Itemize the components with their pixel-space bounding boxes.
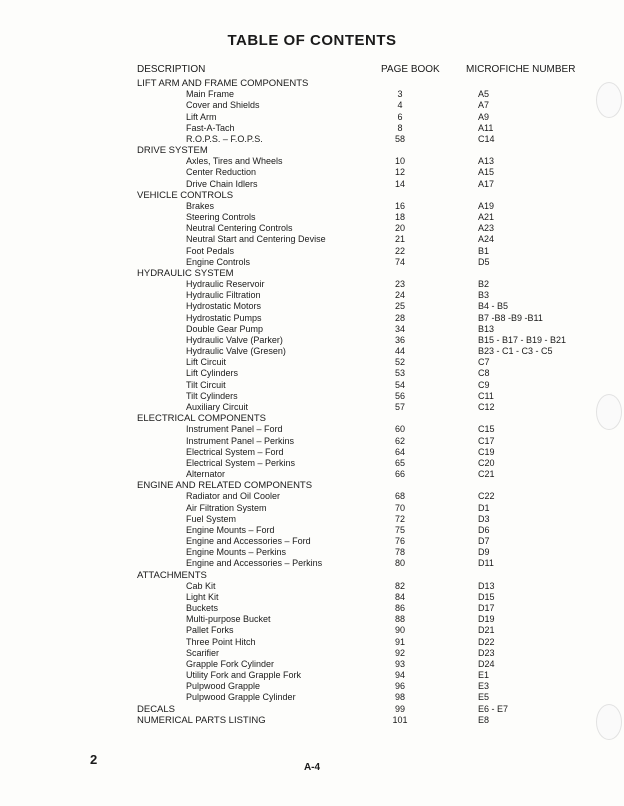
row-page: 6 <box>397 111 403 122</box>
row-microfiche: B2 <box>478 279 490 290</box>
row-page: 99 <box>394 703 405 714</box>
row-microfiche: B23 - C1 - C3 - C5 <box>478 346 553 357</box>
row-description: ELECTRICAL COMPONENTS <box>137 413 266 425</box>
row-page: 82 <box>394 580 405 591</box>
row-page: 52 <box>394 357 405 368</box>
item-row <box>0 313 624 324</box>
row-description: Hydraulic Valve (Gresen) <box>186 346 286 357</box>
row-description: Multi-purpose Bucket <box>186 614 271 625</box>
row-microfiche: D13 <box>478 580 495 591</box>
page-book-header: PAGE BOOK <box>381 64 440 75</box>
row-microfiche: A13 <box>478 156 495 167</box>
row-description: Tilt Cylinders <box>186 390 238 401</box>
row-microfiche: B7 -B8 -B9 -B11 <box>478 312 543 323</box>
item-row <box>0 670 624 681</box>
row-microfiche: A11 <box>478 122 494 133</box>
row-page: 64 <box>394 446 405 457</box>
row-page: 91 <box>394 636 405 647</box>
contents-list <box>0 78 624 726</box>
item-row <box>0 614 624 625</box>
row-page: 68 <box>394 491 405 502</box>
row-description: Cover and Shields <box>186 100 260 111</box>
item-row <box>0 637 624 648</box>
row-description: Pulpwood Grapple Cylinder <box>186 692 296 703</box>
row-page: 44 <box>394 346 405 357</box>
row-description: Scarifier <box>186 647 220 658</box>
row-page: 23 <box>394 279 405 290</box>
row-microfiche: A24 <box>478 234 495 245</box>
row-page: 76 <box>394 536 405 547</box>
item-row <box>0 335 624 346</box>
item-row <box>0 536 624 547</box>
item-row <box>0 357 624 368</box>
row-page: 96 <box>394 681 405 692</box>
item-row <box>0 290 624 301</box>
row-page: 72 <box>394 513 405 524</box>
row-description: ENGINE AND RELATED COMPONENTS <box>137 480 313 492</box>
item-row <box>0 558 624 569</box>
row-description: Double Gear Pump <box>186 323 264 334</box>
row-description: Pulpwood Grapple <box>186 681 261 692</box>
row-microfiche: A5 <box>478 89 490 100</box>
item-row <box>0 603 624 614</box>
row-page: 12 <box>394 167 405 178</box>
item-row <box>0 491 624 502</box>
row-description: Tilt Circuit <box>186 379 226 390</box>
row-description: Air Filtration System <box>186 502 267 513</box>
row-description: Lift Circuit <box>186 357 227 368</box>
item-row <box>0 179 624 190</box>
row-description: Engine Mounts – Ford <box>186 524 275 535</box>
row-page: 22 <box>394 245 405 256</box>
row-microfiche: E3 <box>478 681 490 692</box>
section-row <box>0 78 624 89</box>
item-row <box>0 279 624 290</box>
item-row <box>0 201 624 212</box>
row-description: Hydrostatic Pumps <box>186 312 262 323</box>
row-description: ATTACHMENTS <box>137 569 207 581</box>
item-row <box>0 525 624 536</box>
row-microfiche: D15 <box>478 591 495 602</box>
binder-hole <box>596 82 622 118</box>
item-row <box>0 447 624 458</box>
row-page: 21 <box>394 234 405 245</box>
row-description: Hydraulic Reservoir <box>186 279 265 290</box>
row-page: 56 <box>394 390 405 401</box>
item-row <box>0 681 624 692</box>
row-page: 70 <box>394 502 405 513</box>
row-microfiche: C15 <box>478 424 495 435</box>
row-page: 90 <box>394 625 405 636</box>
row-description: Drive Chain Idlers <box>186 178 258 189</box>
row-description: Alternator <box>186 469 226 480</box>
row-microfiche: C8 <box>478 368 490 379</box>
description-header: DESCRIPTION <box>137 64 206 75</box>
item-row <box>0 134 624 145</box>
item-row <box>0 368 624 379</box>
row-microfiche: B15 - B17 - B19 - B21 <box>478 334 567 345</box>
row-description: Cab Kit <box>186 580 216 591</box>
row-page: 3 <box>397 89 403 100</box>
row-description: Main Frame <box>186 89 235 100</box>
item-row <box>0 100 624 111</box>
row-microfiche: B4 - B5 <box>478 301 509 312</box>
row-description: Hydraulic Filtration <box>186 290 261 301</box>
row-microfiche: D5 <box>478 256 490 267</box>
row-description: Lift Arm <box>186 111 217 122</box>
row-page: 28 <box>394 312 405 323</box>
row-page: 8 <box>397 122 403 133</box>
row-page: 16 <box>394 200 405 211</box>
item-row <box>0 424 624 435</box>
row-page: 94 <box>394 670 405 681</box>
row-description: Radiator and Oil Cooler <box>186 491 281 502</box>
row-description: DECALS <box>137 703 176 715</box>
item-row <box>0 380 624 391</box>
binder-hole <box>596 704 622 740</box>
row-description: Electrical System – Perkins <box>186 457 296 468</box>
row-microfiche: D22 <box>478 636 495 647</box>
row-microfiche: D3 <box>478 513 490 524</box>
row-page: 86 <box>394 603 405 614</box>
footer-code: A-4 <box>303 762 321 773</box>
row-microfiche: D21 <box>478 625 495 636</box>
row-description: Hydraulic Valve (Parker) <box>186 334 283 345</box>
row-microfiche: C19 <box>478 446 495 457</box>
item-row <box>0 402 624 413</box>
item-row <box>0 514 624 525</box>
row-page: 78 <box>394 547 405 558</box>
row-page: 57 <box>394 401 405 412</box>
row-description: Engine Mounts – Perkins <box>186 547 287 558</box>
row-microfiche: C22 <box>478 491 495 502</box>
row-description: Instrument Panel – Perkins <box>186 435 295 446</box>
row-microfiche: D6 <box>478 524 490 535</box>
row-page: 58 <box>394 133 405 144</box>
item-row <box>0 436 624 447</box>
row-description: Engine Controls <box>186 256 251 267</box>
row-description: Utility Fork and Grapple Fork <box>186 670 302 681</box>
item-row <box>0 547 624 558</box>
row-description: Light Kit <box>186 591 219 602</box>
row-description: Engine and Accessories – Perkins <box>186 558 323 569</box>
row-page: 66 <box>394 469 405 480</box>
item-row <box>0 223 624 234</box>
row-page: 60 <box>394 424 405 435</box>
item-row <box>0 89 624 100</box>
item-row <box>0 123 624 134</box>
item-row <box>0 234 624 245</box>
row-page: 54 <box>394 379 405 390</box>
row-description: Instrument Panel – Ford <box>186 424 283 435</box>
row-description: Lift Cylinders <box>186 368 239 379</box>
row-description: Hydrostatic Motors <box>186 301 262 312</box>
row-description: Pallet Forks <box>186 625 234 636</box>
row-description: Three Point Hitch <box>186 636 256 647</box>
section-row <box>0 190 624 201</box>
row-page: 88 <box>394 614 405 625</box>
row-description: HYDRAULIC SYSTEM <box>137 267 234 279</box>
row-page: 80 <box>394 558 405 569</box>
row-page: 14 <box>394 178 405 189</box>
item-row <box>0 391 624 402</box>
row-microfiche: E1 <box>478 670 490 681</box>
row-description: Auxiliary Circuit <box>186 401 249 412</box>
row-page: 53 <box>394 368 405 379</box>
row-microfiche: A7 <box>478 100 490 111</box>
section-row <box>0 145 624 156</box>
row-description: Electrical System – Ford <box>186 446 284 457</box>
row-page: 75 <box>394 524 405 535</box>
item-row <box>0 625 624 636</box>
row-microfiche: E5 <box>478 692 490 703</box>
section-row <box>0 570 624 581</box>
item-row <box>0 324 624 335</box>
row-microfiche: C14 <box>478 133 495 144</box>
row-microfiche: C17 <box>478 435 495 446</box>
item-row <box>0 346 624 357</box>
row-description: Axles, Tires and Wheels <box>186 156 283 167</box>
row-microfiche: C7 <box>478 357 490 368</box>
row-page: 98 <box>394 692 405 703</box>
row-microfiche: C9 <box>478 379 490 390</box>
row-microfiche: B3 <box>478 290 490 301</box>
row-microfiche: D24 <box>478 658 495 669</box>
row-microfiche: A9 <box>478 111 490 122</box>
row-description: R.O.P.S. – F.O.P.S. <box>186 133 263 144</box>
row-description: DRIVE SYSTEM <box>137 145 208 157</box>
row-page: 25 <box>394 301 405 312</box>
row-page: 18 <box>394 212 405 223</box>
page-title: TABLE OF CONTENTS <box>227 32 397 49</box>
section-row <box>0 704 624 715</box>
microfiche-header: MICROFICHE NUMBER <box>466 64 576 75</box>
item-row <box>0 503 624 514</box>
item-row <box>0 212 624 223</box>
binder-hole <box>596 394 622 430</box>
row-microfiche: D9 <box>478 547 490 558</box>
item-row <box>0 581 624 592</box>
item-row <box>0 112 624 123</box>
row-microfiche: C11 <box>478 390 494 401</box>
row-description: Fast-A-Tach <box>186 122 235 133</box>
row-description: NUMERICAL PARTS LISTING <box>137 714 266 726</box>
row-microfiche: E6 - E7 <box>478 703 509 714</box>
row-page: 92 <box>394 647 405 658</box>
row-page: 36 <box>394 334 405 345</box>
row-microfiche: C20 <box>478 457 495 468</box>
row-description: Neutral Start and Centering Devise <box>186 234 326 245</box>
page-number: 2 <box>90 752 98 767</box>
row-microfiche: E8 <box>478 714 490 725</box>
row-page: 84 <box>394 591 405 602</box>
section-row <box>0 413 624 424</box>
item-row <box>0 257 624 268</box>
row-microfiche: C21 <box>478 469 495 480</box>
item-row <box>0 592 624 603</box>
row-page: 4 <box>397 100 403 111</box>
row-microfiche: D19 <box>478 614 495 625</box>
row-microfiche: D1 <box>478 502 490 513</box>
row-microfiche: A15 <box>478 167 495 178</box>
row-page: 101 <box>392 714 408 725</box>
row-microfiche: A17 <box>478 178 495 189</box>
row-description: LIFT ARM AND FRAME COMPONENTS <box>137 78 309 89</box>
item-row <box>0 458 624 469</box>
row-microfiche: A23 <box>478 223 495 234</box>
row-description: Grapple Fork Cylinder <box>186 658 275 669</box>
item-row <box>0 659 624 670</box>
row-microfiche: D17 <box>478 603 495 614</box>
row-page: 24 <box>394 290 405 301</box>
section-row <box>0 480 624 491</box>
row-microfiche: C12 <box>478 401 495 412</box>
row-microfiche: B1 <box>478 245 490 256</box>
section-row <box>0 268 624 279</box>
section-row <box>0 715 624 726</box>
row-description: Buckets <box>186 603 219 614</box>
row-page: 74 <box>394 256 405 267</box>
row-page: 65 <box>394 457 405 468</box>
item-row <box>0 692 624 703</box>
row-page: 34 <box>394 323 405 334</box>
row-microfiche: B13 <box>478 323 495 334</box>
item-row <box>0 156 624 167</box>
row-description: Neutral Centering Controls <box>186 223 293 234</box>
item-row <box>0 648 624 659</box>
row-microfiche: A21 <box>478 212 495 223</box>
row-microfiche: A19 <box>478 200 495 211</box>
row-description: Brakes <box>186 200 215 211</box>
row-description: VEHICLE CONTROLS <box>137 189 234 201</box>
row-description: Foot Pedals <box>186 245 235 256</box>
row-description: Fuel System <box>186 513 237 524</box>
row-page: 93 <box>394 658 405 669</box>
item-row <box>0 301 624 312</box>
item-row <box>0 167 624 178</box>
item-row <box>0 469 624 480</box>
item-row <box>0 246 624 257</box>
row-description: Center Reduction <box>186 167 257 178</box>
row-page: 62 <box>394 435 405 446</box>
row-microfiche: D23 <box>478 647 495 658</box>
row-description: Steering Controls <box>186 212 256 223</box>
row-microfiche: D11 <box>478 558 494 569</box>
row-microfiche: D7 <box>478 536 490 547</box>
row-page: 20 <box>394 223 405 234</box>
row-description: Engine and Accessories – Ford <box>186 536 311 547</box>
row-page: 10 <box>394 156 405 167</box>
